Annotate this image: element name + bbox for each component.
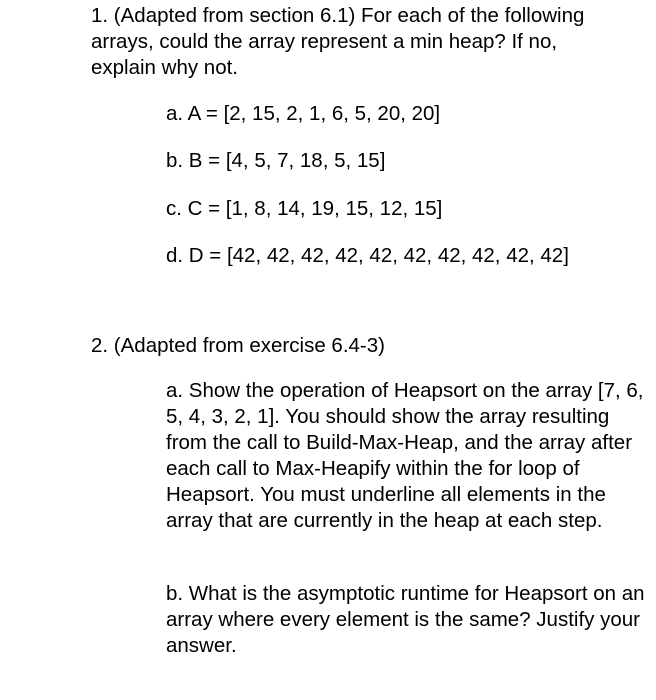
question-2-part-a: a. Show the operation of Heapsort on the array [7, 6, 5, 4, 3, 2, 1]. You should show the array resulting from the call to Build-Max-Heap, and the array after each call to Max-Heapify within the for loop of Heapsort. You must underline all elements in the array that are currently in the heap at each step. [166, 379, 644, 532]
question-1-item-b: b. B = [4, 5, 7, 18, 5, 15] [166, 149, 386, 172]
question-1-heading: 1. (Adapted from section 6.1) For each of the following arrays, could the array represent a min heap? If no, explain why not. [91, 4, 585, 79]
question-2-part-b: b. What is the asymptotic runtime for Heapsort on an array where every element is the same? Justify your answer. [166, 582, 645, 657]
question-1-item-a: a. A = [2, 15, 2, 1, 6, 5, 20, 20] [166, 102, 441, 125]
question-1-item-c: c. C = [1, 8, 14, 19, 15, 12, 15] [166, 197, 443, 220]
question-2-heading: 2. (Adapted from exercise 6.4-3) [91, 334, 385, 357]
question-1-item-d: d. D = [42, 42, 42, 42, 42, 42, 42, 42, 42, 42] [166, 244, 569, 267]
